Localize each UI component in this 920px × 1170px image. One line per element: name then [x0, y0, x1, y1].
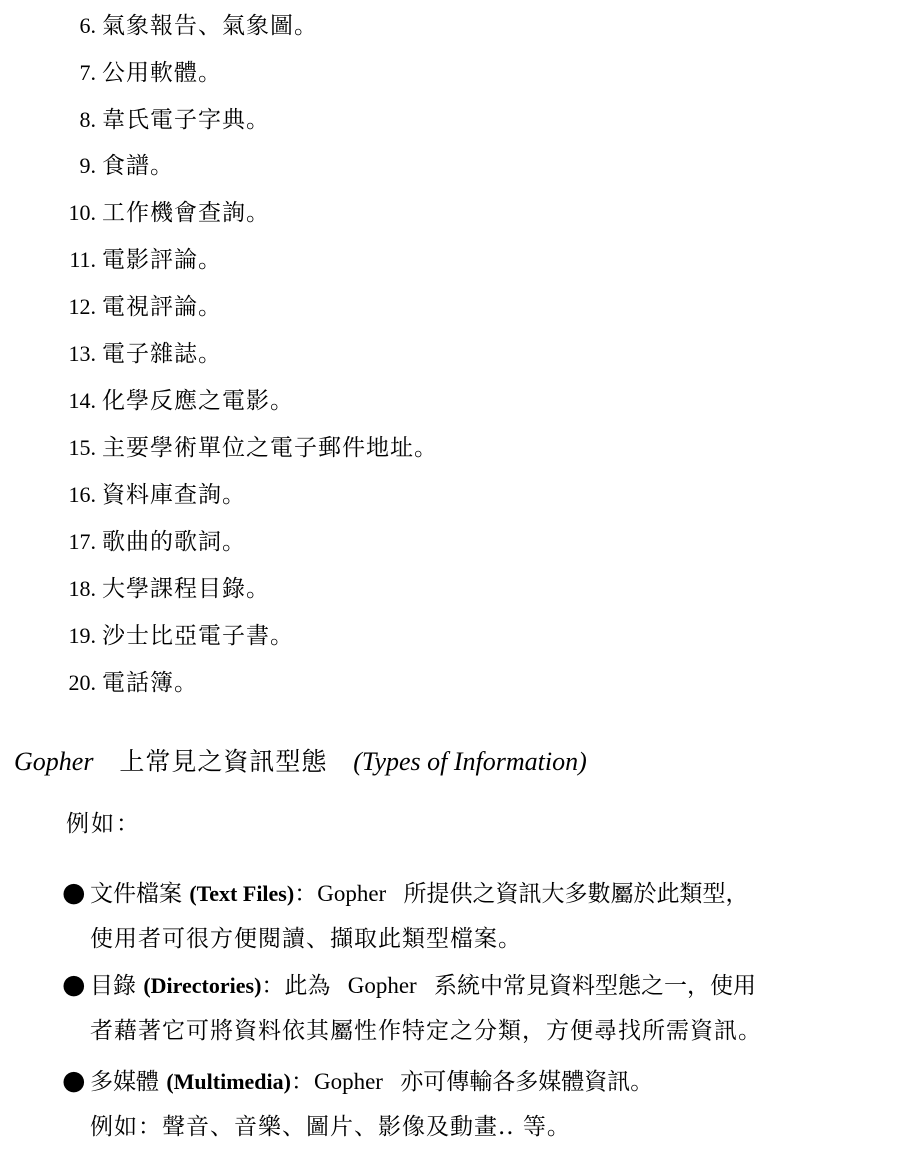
- bullet-desc-continued: 例如：聲音、音樂、圖片、影像及動畫.. 等。: [90, 1114, 571, 1140]
- example-label: 例如：: [66, 811, 141, 837]
- list-item: [0, 146, 174, 186]
- heading-gopher: Gopher: [14, 747, 94, 776]
- bullet-dot-icon: ●: [62, 969, 86, 1000]
- list-item: [0, 616, 294, 656]
- list-item-number: 19.: [68, 623, 96, 648]
- list-item: [0, 287, 222, 327]
- bullet-title-english: (Text Files): [189, 881, 295, 906]
- bullet-directories: [62, 962, 902, 1054]
- list-item-number: 16.: [68, 482, 96, 507]
- bullet-multimedia: [62, 1058, 902, 1150]
- bullet-text-files: [62, 870, 902, 962]
- list-item: [0, 569, 270, 609]
- list-item: [0, 53, 222, 93]
- list-item-text: 歌曲的歌詞。: [102, 529, 246, 555]
- bullet-title: 目錄: [90, 973, 136, 999]
- list-item-number: 18.: [68, 576, 96, 601]
- list-item-text: 主要學術單位之電子郵件地址。: [102, 435, 438, 461]
- list-item: [0, 381, 294, 421]
- bullet-desc-continued: 使用者可很方便閱讀、擷取此類型檔案。: [90, 926, 522, 952]
- list-item-text: 資料庫查詢。: [102, 482, 246, 508]
- list-item-number: 9.: [79, 153, 96, 178]
- list-item: [0, 663, 198, 703]
- bullet-desc: 亦可傳輸各多媒體資訊。: [400, 1069, 654, 1095]
- list-item-text: 工作機會查詢。: [102, 200, 270, 226]
- list-item-number: 6.: [79, 13, 96, 38]
- bullet-title: 多媒體: [90, 1069, 159, 1095]
- bullet-gopher: Gopher: [317, 881, 387, 906]
- list-item-text: 公用軟體。: [102, 60, 222, 86]
- bullet-dot-icon: ●: [62, 877, 86, 908]
- list-item-number: 10.: [68, 200, 96, 225]
- list-item-number: 8.: [79, 107, 96, 132]
- list-item: [0, 240, 222, 280]
- list-item: [0, 193, 270, 233]
- bullet-gopher: Gopher: [347, 973, 417, 998]
- list-item-text: 化學反應之電影。: [102, 388, 294, 414]
- list-item-text: 韋氏電子字典。: [102, 107, 270, 133]
- bullet-title: 文件檔案: [90, 881, 182, 907]
- list-item-number: 12.: [68, 294, 96, 319]
- bullet-desc: 系統中常見資料型態之一，使用: [434, 973, 756, 999]
- bullet-desc-continued: 者藉著它可將資料依其屬性作特定之分類，方便尋找所需資訊。: [90, 1018, 762, 1044]
- list-item-number: 11.: [69, 247, 96, 272]
- heading-title: 上常見之資訊型態: [119, 747, 328, 776]
- list-item-number: 13.: [68, 341, 96, 366]
- bullet-dot-icon: ●: [62, 1065, 86, 1096]
- list-item: [0, 428, 438, 468]
- list-item-text: 大學課程目錄。: [102, 576, 270, 602]
- bullet-colon: ：此為: [261, 973, 331, 999]
- list-item: [0, 334, 222, 374]
- list-item: [0, 100, 270, 140]
- list-item-text: 氣象報告、氣象圖。: [102, 13, 318, 39]
- bullet-colon: ：: [290, 1069, 314, 1095]
- list-item: [0, 475, 246, 515]
- section-heading: [14, 740, 587, 784]
- list-item-text: 電話簿。: [102, 670, 198, 696]
- list-item-number: 15.: [68, 435, 96, 460]
- list-item: [0, 522, 246, 562]
- list-item-text: 電影評論。: [102, 247, 222, 273]
- list-item-number: 14.: [68, 388, 96, 413]
- bullet-title-english: (Multimedia): [166, 1069, 291, 1094]
- list-item-number: 20.: [68, 670, 96, 695]
- list-item-number: 17.: [68, 529, 96, 554]
- list-item-text: 電子雜誌。: [102, 341, 222, 367]
- bullet-colon: ：: [294, 881, 318, 907]
- bullet-title-english: (Directories): [143, 973, 262, 998]
- bullet-desc: 所提供之資訊大多數屬於此類型，: [403, 881, 749, 907]
- list-item-text: 沙士比亞電子書。: [102, 623, 294, 649]
- list-item-text: 電視評論。: [102, 294, 222, 320]
- list-item-text: 食譜。: [102, 153, 174, 179]
- list-item: [0, 6, 318, 46]
- bullet-gopher: Gopher: [313, 1069, 383, 1094]
- list-item-number: 7.: [79, 60, 96, 85]
- heading-english: (Types of Information): [353, 747, 587, 776]
